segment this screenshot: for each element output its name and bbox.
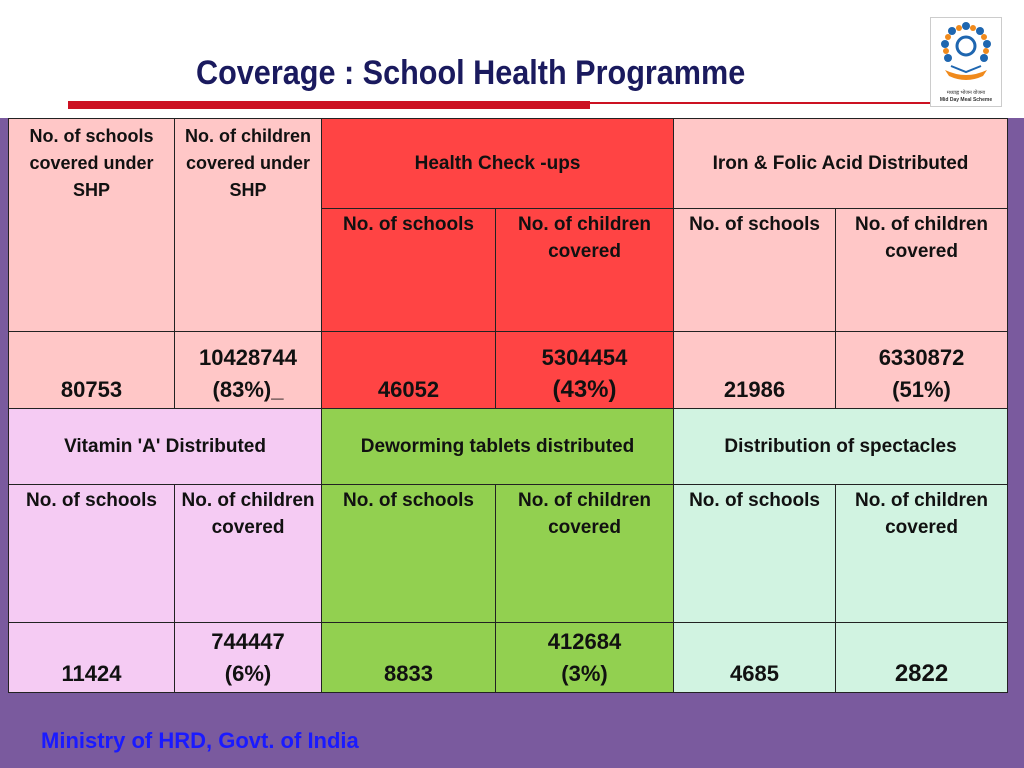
subheader-ifa-schools: No. of schools [674, 209, 836, 332]
header-spectacles: Distribution of spectacles [674, 409, 1008, 485]
coverage-table [8, 118, 1008, 693]
subheader-dw-children: No. of children covered [496, 485, 674, 623]
header-schools-shp: No. of schools covered under SHP [9, 119, 175, 332]
header-deworming: Deworming tablets distributed [322, 409, 674, 485]
mid-day-meal-logo-icon [931, 18, 1001, 90]
header-children-shp: No. of children covered under SHP [175, 119, 322, 332]
value-dw-children: 412684 (3%) [496, 623, 674, 693]
value-ifa-children: 6330872 (51%) [836, 332, 1008, 409]
mid-day-meal-logo [930, 17, 1002, 107]
value-hc-children: 5304454 (43%) [496, 332, 674, 409]
subheader-hc-schools: No. of schools [322, 209, 496, 332]
value-dw-children-pct: (3%) [561, 661, 608, 686]
title-underline-bar [68, 101, 590, 109]
value-hc-schools: 46052 [322, 332, 496, 409]
subheader-hc-children: No. of children covered [496, 209, 674, 332]
footer-ministry: Ministry of HRD, Govt. of India [41, 728, 359, 753]
subheader-sp-schools: No. of schools [674, 485, 836, 623]
value-schools-shp: 80753 [9, 332, 175, 409]
header-ifa: Iron & Folic Acid Distributed [674, 119, 1008, 209]
page-title: Coverage : School Health Programme [196, 54, 746, 92]
value-children-shp-pct: (83%)_ [212, 377, 284, 402]
subheader-va-schools: No. of schools [9, 485, 175, 623]
subheader-dw-schools: No. of schools [322, 485, 496, 623]
subheader-sp-children: No. of children covered [836, 485, 1008, 623]
header-health-checkups: Health Check -ups [322, 119, 674, 209]
value-sp-schools: 4685 [674, 623, 836, 693]
value-ifa-schools: 21986 [674, 332, 836, 409]
value-children-shp: 10428744 (83%)_ [175, 332, 322, 409]
value-va-schools: 11424 [9, 623, 175, 693]
value-ifa-children-pct: (51%) [892, 377, 951, 402]
value-dw-schools: 8833 [322, 623, 496, 693]
value-sp-children: 2822 [836, 623, 1008, 693]
header-vitamin-a: Vitamin 'A' Distributed [9, 409, 322, 485]
subheader-va-children: No. of children covered [175, 485, 322, 623]
value-hc-children-pct: (43%) [552, 376, 617, 403]
value-va-children: 744447 (6%) [175, 623, 322, 693]
subheader-ifa-children: No. of children covered [836, 209, 1008, 332]
logo-caption-hindi: मध्याह्न भोजन योजना [946, 90, 986, 96]
title-underline-line [590, 102, 930, 104]
logo-caption-english: Mid Day Meal Scheme [939, 97, 993, 103]
value-va-children-pct: (6%) [224, 661, 272, 686]
